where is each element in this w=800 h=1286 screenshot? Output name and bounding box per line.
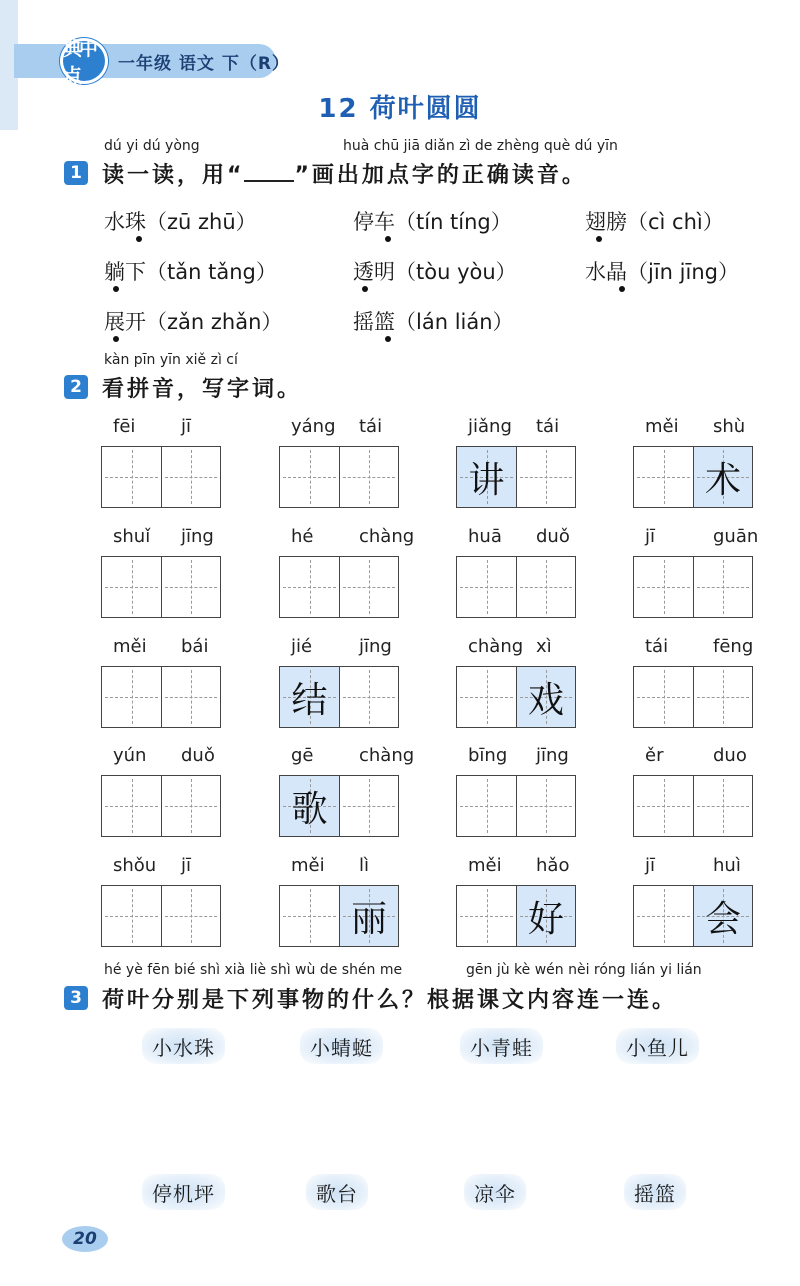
grid-cell-empty[interactable] — [161, 886, 220, 946]
grid-character: 结 — [291, 679, 328, 721]
pinyin-label: huì — [713, 855, 741, 876]
tian-grid — [279, 885, 399, 947]
pinyin-label: jīng — [359, 636, 392, 657]
grid-cell-filled — [516, 667, 575, 727]
grid-character: 丽 — [350, 898, 387, 940]
grid-cell-empty[interactable] — [280, 557, 339, 617]
emphasis-dot — [113, 286, 119, 292]
grid-cell-empty[interactable] — [516, 557, 575, 617]
grid-cell-empty[interactable] — [161, 667, 220, 727]
pinyin-label: jī — [645, 526, 656, 547]
pinyin-label: gē — [291, 745, 314, 766]
q3-number: 3 — [64, 986, 88, 1010]
grid-character — [340, 667, 398, 727]
grid-character: 术 — [704, 459, 741, 501]
tian-grid — [633, 775, 753, 837]
emphasis-dot — [136, 236, 142, 242]
q1-item: 水珠（zū zhū） — [104, 210, 257, 234]
grid-character — [102, 667, 161, 727]
pinyin-label: duǒ — [536, 526, 570, 547]
q2-text: 看拼音，写字词。 — [102, 377, 303, 402]
emphasis-dot — [619, 286, 625, 292]
q2-pinyin: kàn pīn yīn xiě zì cí — [104, 352, 238, 368]
grid-cell-empty[interactable] — [161, 447, 220, 507]
match-word-bottom[interactable]: 摇篮 — [624, 1174, 686, 1210]
pinyin-label: lì — [359, 855, 370, 876]
q1-text-b: ”画出加点字的正确读音。 — [294, 163, 587, 188]
q1-underline-blank — [244, 164, 294, 182]
q1-text-a: 读一读，用“ — [102, 163, 245, 188]
grid-cell-empty[interactable] — [693, 557, 752, 617]
grid-character — [340, 557, 398, 617]
emphasis-dot — [385, 236, 391, 242]
grid-character — [340, 776, 398, 836]
grid-cell-empty[interactable] — [339, 557, 398, 617]
tian-grid — [279, 556, 399, 618]
grade-label: 一年级 语文 下（R） — [118, 54, 290, 74]
tian-grid — [633, 556, 753, 618]
pinyin-label: jī — [181, 855, 192, 876]
grid-cell-empty[interactable] — [102, 667, 161, 727]
pinyin-label: bīng — [468, 745, 508, 766]
q1-item: 摇篮（lán lián） — [353, 310, 514, 334]
pinyin-label: hǎo — [536, 855, 570, 876]
tian-grid — [633, 666, 753, 728]
grid-cell-empty[interactable] — [516, 447, 575, 507]
pinyin-label: jiǎng — [468, 416, 512, 437]
pinyin-label: jī — [645, 855, 656, 876]
tian-grid — [279, 666, 399, 728]
grid-cell-empty[interactable] — [102, 886, 161, 946]
pinyin-label: yún — [113, 745, 147, 766]
grid-cell-empty[interactable] — [457, 667, 516, 727]
pinyin-label: měi — [291, 855, 325, 876]
grid-cell-empty[interactable] — [634, 447, 693, 507]
grid-cell-empty[interactable] — [457, 776, 516, 836]
grid-character — [694, 557, 752, 617]
grid-cell-filled — [693, 447, 752, 507]
match-word-top[interactable]: 小青蛙 — [460, 1028, 543, 1064]
grid-cell-filled — [516, 886, 575, 946]
pinyin-label: chàng — [468, 636, 524, 657]
grid-cell-empty[interactable] — [339, 667, 398, 727]
q1-item: 停车（tín tíng） — [353, 210, 512, 234]
grid-character — [634, 447, 693, 507]
grid-character: 歌 — [291, 788, 328, 830]
grid-cell-empty[interactable] — [516, 776, 575, 836]
grid-cell-empty[interactable] — [339, 776, 398, 836]
grid-character — [457, 886, 516, 946]
grid-character — [280, 447, 339, 507]
grid-cell-filled — [280, 776, 339, 836]
pinyin-label: huā — [468, 526, 502, 547]
pinyin-label: fēng — [713, 636, 754, 657]
emphasis-dot — [596, 236, 602, 242]
grid-character — [102, 886, 161, 946]
pinyin-label: jié — [291, 636, 313, 657]
q1-item: 翅膀（cì chì） — [585, 210, 724, 234]
pinyin-label: chàng — [359, 745, 415, 766]
grid-cell-empty[interactable] — [634, 886, 693, 946]
grid-character — [517, 447, 575, 507]
grid-cell-empty[interactable] — [280, 886, 339, 946]
tian-grid — [633, 885, 753, 947]
pinyin-label: xì — [536, 636, 552, 657]
emphasis-dot — [385, 336, 391, 342]
grid-cell-filled — [280, 667, 339, 727]
grid-character — [102, 557, 161, 617]
tian-grid — [101, 446, 221, 508]
grid-cell-empty[interactable] — [457, 886, 516, 946]
emphasis-dot — [113, 336, 119, 342]
grid-character — [694, 776, 752, 836]
q1-pinyin-b: huà chū jiā diǎn zì de zhèng què dú yīn — [343, 138, 618, 154]
q3-text: 荷叶分别是下列事物的什么？根据课文内容连一连。 — [102, 988, 678, 1013]
q1-item: 展开（zǎn zhǎn） — [104, 310, 283, 334]
tian-grid — [279, 775, 399, 837]
pinyin-label: měi — [468, 855, 502, 876]
grid-cell-empty[interactable] — [693, 667, 752, 727]
pinyin-label: měi — [645, 416, 679, 437]
grid-character — [162, 886, 220, 946]
tian-grid — [101, 666, 221, 728]
grid-cell-empty[interactable] — [280, 447, 339, 507]
q1-pinyin-a: dú yi dú yòng — [104, 138, 200, 154]
q2-number: 2 — [64, 375, 88, 399]
match-word-bottom[interactable]: 停机坪 — [142, 1174, 225, 1210]
tian-grid — [456, 885, 576, 947]
pinyin-label: tái — [359, 416, 383, 437]
q1-number: 1 — [64, 161, 88, 185]
pinyin-label: duǒ — [181, 745, 215, 766]
grid-cell-empty[interactable] — [634, 667, 693, 727]
grid-character — [280, 886, 339, 946]
grid-cell-empty[interactable] — [161, 776, 220, 836]
grid-cell-filled — [457, 447, 516, 507]
grid-cell-empty[interactable] — [634, 557, 693, 617]
grid-character — [280, 557, 339, 617]
grid-character: 会 — [704, 898, 741, 940]
grid-character — [517, 776, 575, 836]
match-word-top[interactable]: 小蜻蜓 — [300, 1028, 383, 1064]
grid-cell-empty[interactable] — [634, 776, 693, 836]
pinyin-label: jīng — [181, 526, 214, 547]
grid-cell-empty[interactable] — [102, 557, 161, 617]
match-word-bottom[interactable]: 凉伞 — [464, 1174, 526, 1210]
grid-character — [102, 776, 161, 836]
grid-character: 戏 — [527, 679, 564, 721]
pinyin-label: shù — [713, 416, 746, 437]
grid-character — [457, 557, 516, 617]
tian-grid — [101, 775, 221, 837]
pinyin-label: tái — [645, 636, 669, 657]
pinyin-label: shuǐ — [113, 526, 151, 547]
pinyin-label: guān — [713, 526, 759, 547]
q1-item: 透明（tòu yòu） — [353, 260, 517, 284]
grid-cell-empty[interactable] — [457, 557, 516, 617]
grid-character — [162, 667, 220, 727]
tian-grid — [279, 446, 399, 508]
grid-character — [457, 776, 516, 836]
q1-item: 躺下（tǎn tǎng） — [104, 260, 277, 284]
grid-cell-empty[interactable] — [161, 557, 220, 617]
match-word-bottom[interactable]: 歌台 — [306, 1174, 368, 1210]
emphasis-dot — [362, 286, 368, 292]
tian-grid — [101, 556, 221, 618]
tian-grid — [101, 885, 221, 947]
grid-cell-empty[interactable] — [102, 447, 161, 507]
grid-character — [694, 667, 752, 727]
pinyin-label: hé — [291, 526, 314, 547]
grid-character — [634, 667, 693, 727]
grid-character — [634, 886, 693, 946]
lesson-title: 12 荷叶圆圆 — [318, 94, 482, 124]
pinyin-label: jī — [181, 416, 192, 437]
pinyin-label: ěr — [645, 745, 664, 766]
pinyin-label: yáng — [291, 416, 336, 437]
pinyin-label: tái — [536, 416, 560, 437]
q1-item: 水晶（jīn jīng） — [585, 260, 739, 284]
grid-character — [102, 447, 161, 507]
pinyin-label: shǒu — [113, 855, 157, 876]
grid-character — [517, 557, 575, 617]
q3-pinyin-a: hé yè fēn bié shì xià liè shì wù de shén me — [104, 962, 403, 978]
page-number: 20 — [62, 1226, 108, 1252]
pinyin-label: jīng — [536, 745, 569, 766]
pinyin-label: měi — [113, 636, 147, 657]
brand-logo: 典中点 — [60, 38, 108, 84]
grid-cell-filled — [693, 886, 752, 946]
q1-text — [102, 158, 587, 189]
match-word-top[interactable]: 小水珠 — [142, 1028, 225, 1064]
tian-grid — [456, 666, 576, 728]
grid-cell-filled — [339, 886, 398, 946]
tian-grid — [633, 446, 753, 508]
pinyin-label: bái — [181, 636, 209, 657]
grid-cell-empty[interactable] — [102, 776, 161, 836]
grid-character: 讲 — [468, 459, 505, 501]
grid-character — [340, 447, 398, 507]
tian-grid — [456, 446, 576, 508]
tian-grid — [456, 556, 576, 618]
grid-character — [162, 447, 220, 507]
grid-character — [162, 557, 220, 617]
grid-character — [634, 776, 693, 836]
q3-pinyin-b: gēn jù kè wén nèi róng lián yi lián — [466, 962, 702, 978]
tian-grid — [456, 775, 576, 837]
grid-character: 好 — [527, 898, 564, 940]
pinyin-label: chàng — [359, 526, 415, 547]
grid-cell-empty[interactable] — [693, 776, 752, 836]
grid-cell-empty[interactable] — [339, 447, 398, 507]
match-word-top[interactable]: 小鱼儿 — [616, 1028, 699, 1064]
grid-character — [162, 776, 220, 836]
grid-character — [457, 667, 516, 727]
pinyin-label: fēi — [113, 416, 136, 437]
grid-character — [634, 557, 693, 617]
pinyin-label: duo — [713, 745, 747, 766]
